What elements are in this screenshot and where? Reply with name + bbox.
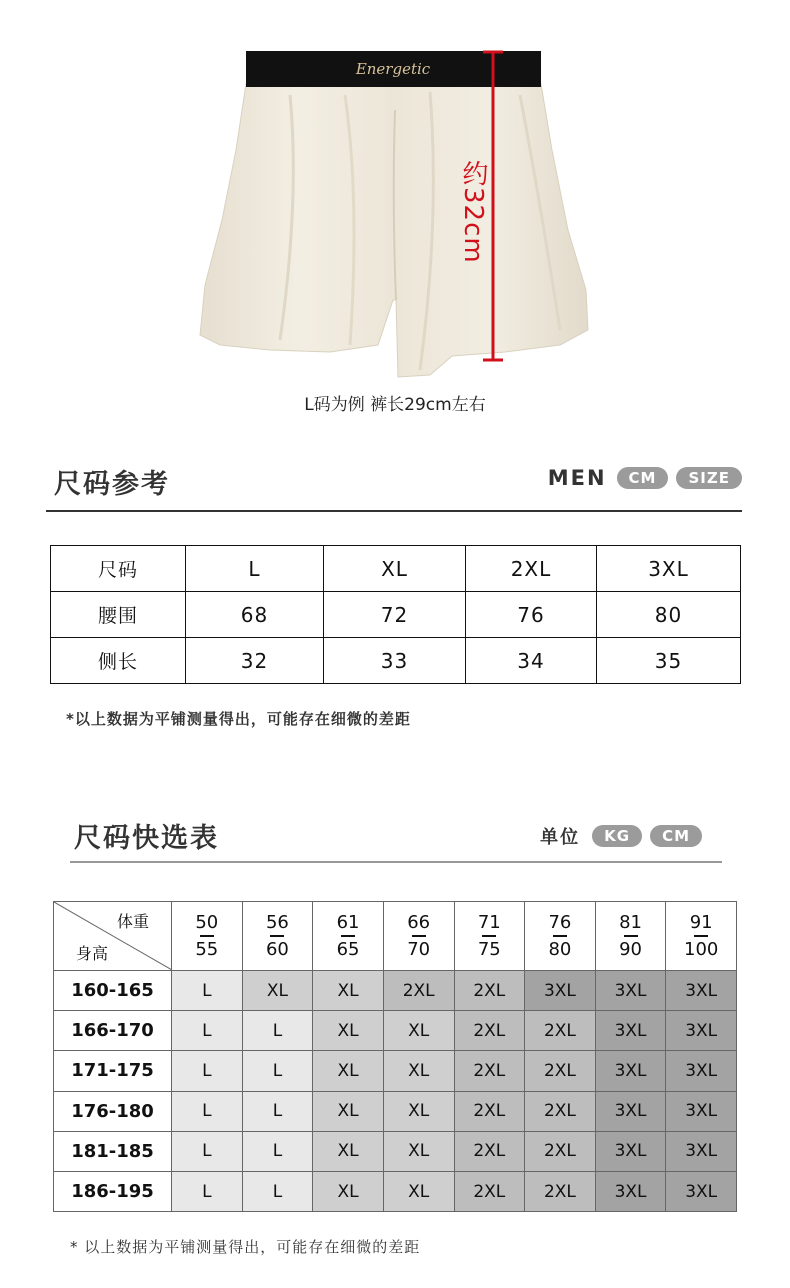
weight-max: 90 — [619, 938, 643, 960]
size-cell: 3XL — [595, 971, 666, 1011]
height-range-cell: 181-185 — [54, 1131, 172, 1171]
size-cell: XL — [383, 1051, 454, 1091]
size-cell: 3XL — [525, 971, 596, 1011]
range-bar — [694, 935, 708, 937]
size-cell: XL — [313, 971, 384, 1011]
size-reference-title: 尺码参考 — [54, 469, 170, 500]
size-cell: 2XL — [383, 971, 454, 1011]
table-row — [54, 1011, 737, 1051]
table-cell: L — [186, 546, 324, 592]
cm-badge: CM — [650, 825, 702, 847]
size-reference-table — [50, 545, 741, 684]
table-cell: 68 — [186, 592, 324, 638]
range-bar — [270, 935, 284, 937]
size-cell: 3XL — [595, 1091, 666, 1131]
range-bar — [553, 935, 567, 937]
table-row — [51, 638, 741, 684]
table-cell: 76 — [466, 592, 597, 638]
size-cell: XL — [313, 1011, 384, 1051]
table-cell: 尺码 — [51, 546, 186, 592]
size-cell: XL — [242, 971, 313, 1011]
size-cell: 2XL — [454, 1091, 525, 1131]
size-cell: XL — [313, 1051, 384, 1091]
weight-range-cell — [242, 902, 313, 971]
weight-max: 100 — [684, 938, 719, 960]
size-cell: 2XL — [454, 1131, 525, 1171]
size-cell: XL — [313, 1171, 384, 1211]
size-cell: XL — [383, 1131, 454, 1171]
section-divider — [46, 510, 742, 512]
size-cell: 3XL — [666, 1171, 737, 1211]
brand-text: Energetic — [355, 60, 431, 78]
weight-min: 76 — [548, 911, 572, 933]
range-bar — [482, 935, 496, 937]
table-cell: 3XL — [597, 546, 741, 592]
table-cell: 33 — [324, 638, 466, 684]
size-cell: L — [242, 1131, 313, 1171]
weight-range-cell — [454, 902, 525, 971]
size-cell: XL — [313, 1131, 384, 1171]
weight-min: 56 — [265, 911, 289, 933]
range-bar — [200, 935, 214, 937]
weight-range-cell — [313, 902, 384, 971]
weight-range-cell — [525, 902, 596, 971]
height-range-cell: 186-195 — [54, 1171, 172, 1211]
illustration-caption: L码为例 裤长29cm左右 — [304, 395, 486, 415]
weight-range-cell — [172, 902, 243, 971]
size-cell: L — [172, 1131, 243, 1171]
section-divider — [70, 861, 722, 863]
weight-label: 体重 — [116, 912, 149, 931]
size-cell: L — [242, 1171, 313, 1211]
measurement-note: * 以上数据为平铺测量得出，可能存在细微的差距 — [70, 1238, 421, 1256]
table-row — [54, 1131, 737, 1171]
range-bar — [624, 935, 638, 937]
size-cell: 2XL — [454, 971, 525, 1011]
table-row — [51, 592, 741, 638]
quick-pick-table — [53, 901, 737, 1212]
range-bar — [341, 935, 355, 937]
cm-badge: CM — [617, 467, 669, 489]
size-cell: L — [172, 971, 243, 1011]
size-cell: XL — [383, 1011, 454, 1051]
size-cell: L — [172, 1091, 243, 1131]
measure-label: 约32cm — [458, 160, 488, 264]
weight-min: 61 — [336, 911, 360, 933]
table-cell: 72 — [324, 592, 466, 638]
size-cell: 3XL — [595, 1171, 666, 1211]
size-cell: 2XL — [525, 1051, 596, 1091]
size-cell: 3XL — [595, 1131, 666, 1171]
weight-max: 65 — [336, 938, 360, 960]
table-cell: 2XL — [466, 546, 597, 592]
kg-badge: KG — [592, 825, 642, 847]
size-cell: L — [172, 1171, 243, 1211]
weight-max: 80 — [548, 938, 572, 960]
table-row — [54, 1051, 737, 1091]
height-range-cell: 176-180 — [54, 1091, 172, 1131]
height-range-cell: 166-170 — [54, 1011, 172, 1051]
size-reference-legend — [548, 466, 742, 490]
weight-range-cell — [595, 902, 666, 971]
size-cell: 2XL — [525, 1011, 596, 1051]
size-cell: 3XL — [666, 1091, 737, 1131]
size-cell: L — [242, 1011, 313, 1051]
weight-min: 71 — [477, 911, 501, 933]
weight-min: 50 — [195, 911, 219, 933]
size-cell: XL — [313, 1091, 384, 1131]
size-cell: 3XL — [595, 1051, 666, 1091]
size-badge: SIZE — [676, 467, 742, 489]
size-cell: XL — [383, 1171, 454, 1211]
table-cell: 35 — [597, 638, 741, 684]
unit-label: 单位 — [540, 827, 581, 848]
size-cell: 3XL — [666, 1011, 737, 1051]
table-header-row — [54, 902, 737, 971]
table-cell: XL — [324, 546, 466, 592]
size-cell: 2XL — [525, 1131, 596, 1171]
size-cell: 3XL — [666, 1051, 737, 1091]
corner-cell — [54, 902, 172, 971]
size-cell: 3XL — [666, 971, 737, 1011]
weight-max: 75 — [477, 938, 501, 960]
quick-pick-title: 尺码快选表 — [74, 823, 219, 854]
table-row — [54, 1171, 737, 1211]
table-cell: 腰围 — [51, 592, 186, 638]
measurement-note: *以上数据为平铺测量得出，可能存在细微的差距 — [66, 710, 411, 728]
weight-max: 70 — [407, 938, 431, 960]
size-cell: L — [242, 1051, 313, 1091]
weight-max: 55 — [195, 938, 219, 960]
table-cell: 侧长 — [51, 638, 186, 684]
size-cell: 2XL — [525, 1091, 596, 1131]
size-cell: 3XL — [595, 1011, 666, 1051]
size-cell: 2XL — [454, 1171, 525, 1211]
table-cell: 34 — [466, 638, 597, 684]
table-cell: 80 — [597, 592, 741, 638]
size-cell: L — [172, 1051, 243, 1091]
weight-min: 66 — [407, 911, 431, 933]
size-cell: L — [242, 1091, 313, 1131]
men-label: MEN — [547, 466, 607, 490]
weight-min: 91 — [689, 911, 713, 933]
size-cell: 2XL — [525, 1171, 596, 1211]
size-cell: L — [172, 1011, 243, 1051]
table-header-row — [51, 546, 741, 592]
height-label: 身高 — [76, 944, 109, 963]
size-cell: 3XL — [666, 1131, 737, 1171]
size-cell: 2XL — [454, 1051, 525, 1091]
weight-range-cell — [666, 902, 737, 971]
height-range-cell: 160-165 — [54, 971, 172, 1011]
size-cell: XL — [383, 1091, 454, 1131]
size-cell: 2XL — [454, 1011, 525, 1051]
table-row — [54, 971, 737, 1011]
weight-max: 60 — [265, 938, 289, 960]
diagonal-line — [54, 902, 172, 970]
quick-pick-legend — [540, 823, 702, 849]
table-cell: 32 — [186, 638, 324, 684]
height-range-cell: 171-175 — [54, 1051, 172, 1091]
weight-range-cell — [383, 902, 454, 971]
range-bar — [412, 935, 426, 937]
table-row — [54, 1091, 737, 1131]
weight-min: 81 — [619, 911, 643, 933]
shorts-illustration — [0, 0, 790, 380]
